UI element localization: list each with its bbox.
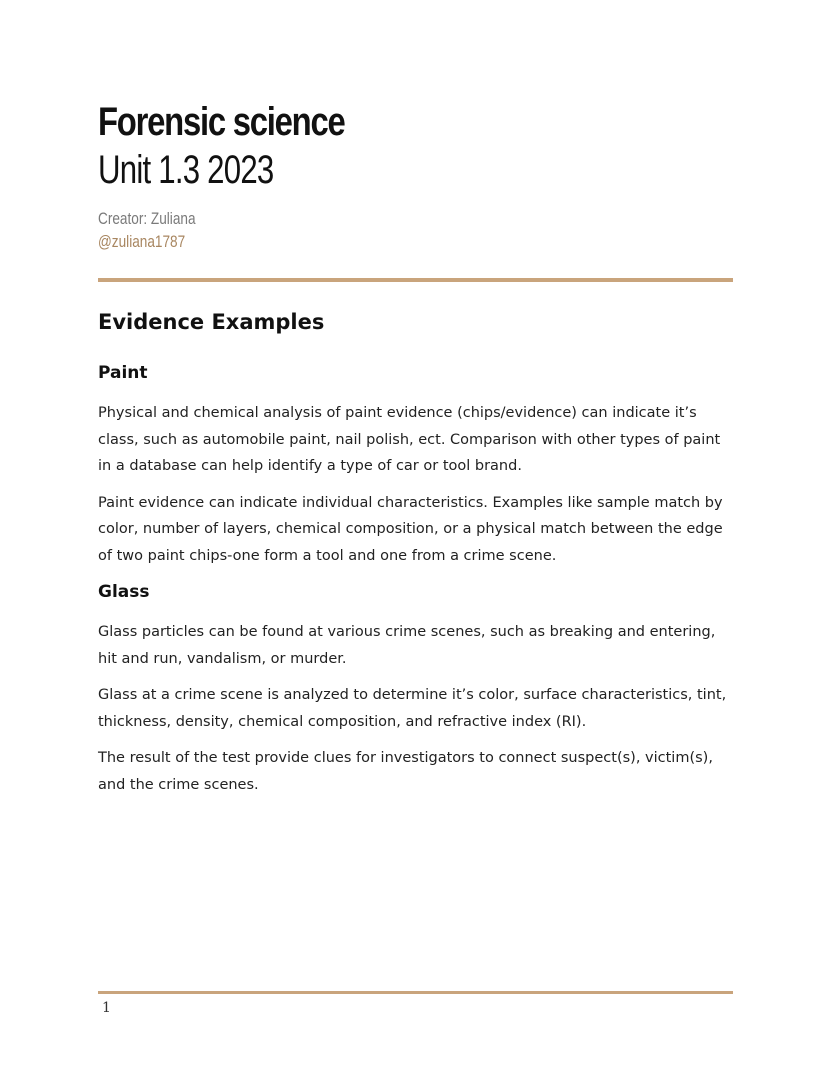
footer-divider (98, 991, 733, 994)
creator-line: Creator: Zuliana (98, 209, 196, 228)
document-subtitle: Unit 1.3 2023 (98, 148, 274, 192)
page-number: 1 (102, 1000, 111, 1016)
creator-handle: @zuliana1787 (98, 232, 186, 251)
subsection-heading-glass: Glass (98, 582, 150, 602)
section-heading: Evidence Examples (98, 310, 325, 334)
glass-paragraph-2: Glass at a crime scene is analyzed to determine it’s color, surface characteristics, tint, thickness, density, chemical composition, and refractive index (RI). (98, 687, 727, 730)
glass-paragraph-3: The result of the test provide clues for investigators to connect suspect(s), victim(s), and the crime scenes. (98, 750, 713, 793)
document-title: Forensic science (98, 100, 345, 144)
glass-paragraph-1: Glass particles can be found at various crime scenes, such as breaking and entering, hit and run, vandalism, or murder. (98, 624, 716, 667)
subsection-heading-paint: Paint (98, 363, 148, 383)
header-divider (98, 278, 733, 282)
paint-paragraph-1: Physical and chemical analysis of paint evidence (chips/evidence) can indicate it’s class, such as automobile paint, nail polish, ect. Comparison with other types of paint in a database can help identify a type of car or tool brand. (98, 405, 721, 474)
paint-paragraph-2: Paint evidence can indicate individual characteristics. Examples like sample match by color, number of layers, chemical composition, or a physical match between the edge of two paint chips-one form a tool and one from a crime scene. (98, 494, 723, 564)
document-body (98, 306, 738, 808)
